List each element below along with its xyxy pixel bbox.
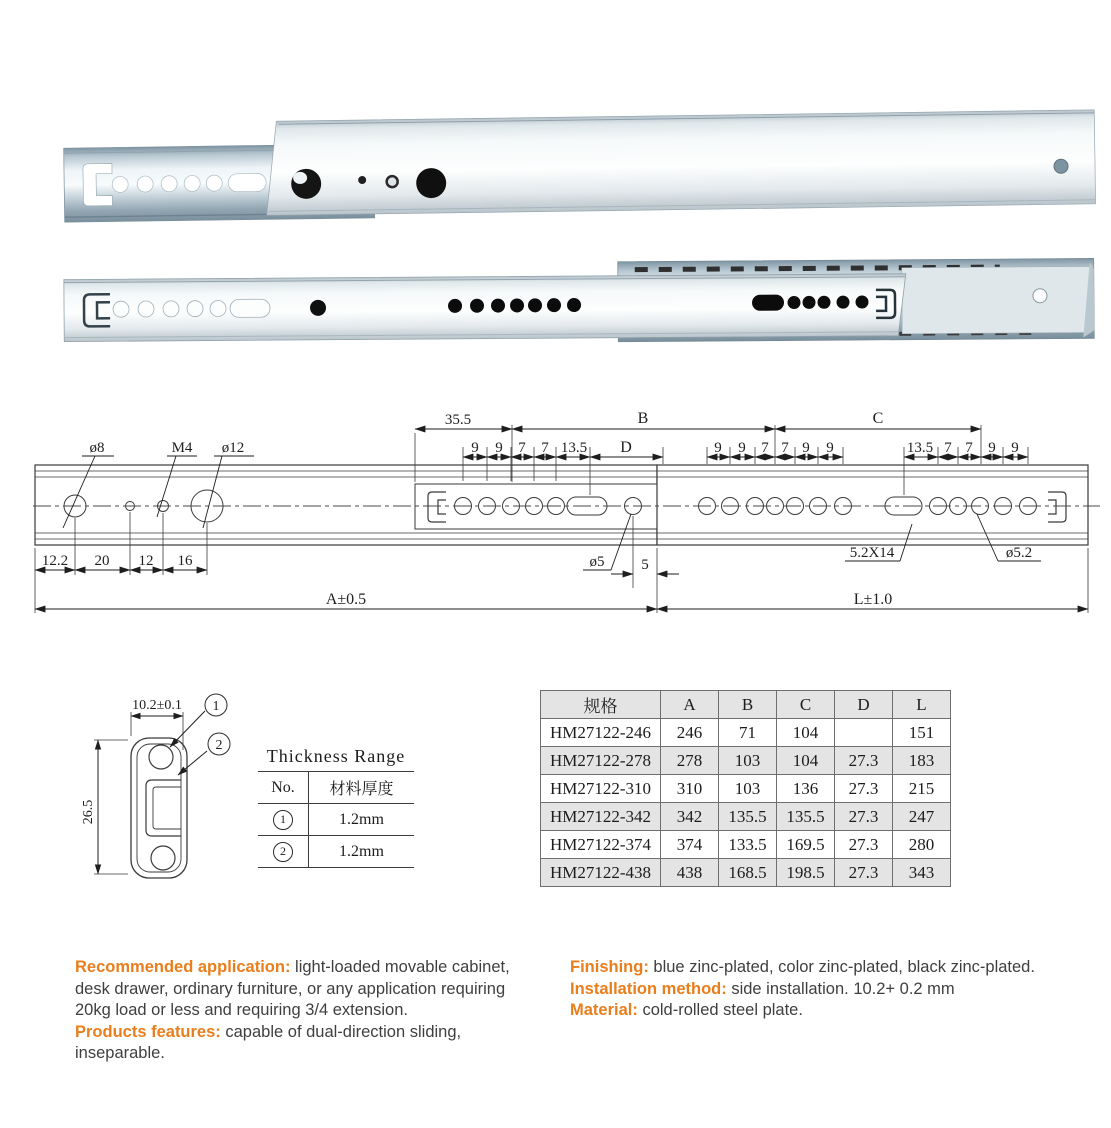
pitch-label: 13.5 <box>906 440 934 456</box>
dim-35-5: 35.5 <box>444 412 472 428</box>
pitch-label: 9 <box>988 440 996 456</box>
spec-cell: HM27122-342 <box>541 803 661 831</box>
spec-cell: 198.5 <box>777 859 835 887</box>
spec-cell: 438 <box>661 859 719 887</box>
note-material <box>570 1000 1080 1022</box>
spec-cell: 27.3 <box>835 747 893 775</box>
pitch-label: 9 <box>471 440 479 456</box>
thickness-row <box>258 804 414 836</box>
spec-header: L <box>893 691 951 719</box>
base-dim: 16 <box>177 553 193 569</box>
section-height-dim: 26.5 <box>81 799 96 825</box>
note-text: light-loaded movable cabinet, desk drawer, ordinary furniture, or any application requiring 20kg load or less and requiring 3/4 extension. <box>75 958 510 1019</box>
notes-right <box>570 957 1080 1022</box>
dim-B: B <box>637 410 649 427</box>
note-label: Installation method: <box>570 979 727 998</box>
note-label: Material: <box>570 1001 638 1019</box>
dim-D: D <box>620 439 632 456</box>
spec-row <box>541 775 951 803</box>
note-products-features <box>75 1022 525 1065</box>
spec-cell: 278 <box>661 747 719 775</box>
spec-cell: 104 <box>777 747 835 775</box>
pitch-label: 13.5 <box>560 440 588 456</box>
pitch-label: 9 <box>738 440 746 456</box>
note-label: Recommended application: <box>75 958 291 976</box>
spec-cell: 133.5 <box>719 831 777 859</box>
pitch-label: 7 <box>944 440 952 456</box>
spec-cell: HM27122-374 <box>541 831 661 859</box>
spec-header: C <box>777 691 835 719</box>
spec-cell: HM27122-310 <box>541 775 661 803</box>
section-width-dim: 10.2±0.1 <box>132 698 182 713</box>
spec-cell: HM27122-246 <box>541 719 661 747</box>
spec-row <box>541 747 951 775</box>
note-finishing <box>570 957 1080 979</box>
spec-cell: 343 <box>893 859 951 887</box>
spec-cell: 183 <box>893 747 951 775</box>
pitch-label: 9 <box>714 440 722 456</box>
spec-cell: 169.5 <box>777 831 835 859</box>
section-callout-2: 2 <box>215 738 223 753</box>
spec-cell: 27.3 <box>835 775 893 803</box>
spec-cell: 104 <box>777 719 835 747</box>
spec-cell: 135.5 <box>719 803 777 831</box>
note-recommended-application <box>75 957 525 1022</box>
pitch-label: 7 <box>965 440 973 456</box>
spec-cell: 215 <box>893 775 951 803</box>
section-callout-1: 1 <box>212 699 220 714</box>
spec-cell: HM27122-438 <box>541 859 661 887</box>
slot-label: 5.2X14 <box>849 545 895 561</box>
hole-label-m4: M4 <box>171 440 193 456</box>
pitch-label: 9 <box>495 440 503 456</box>
spec-cell: 27.3 <box>835 859 893 887</box>
spec-cell: 168.5 <box>719 859 777 887</box>
overall-dim-a: A±0.5 <box>325 591 367 608</box>
pitch-label: 9 <box>1011 440 1019 456</box>
base-dim: 12.2 <box>41 553 69 569</box>
thickness-value: 1.2mm <box>309 836 415 868</box>
notes-left <box>75 957 525 1065</box>
spec-header: D <box>835 691 893 719</box>
circled-number: 2 <box>273 842 293 862</box>
thickness-table-title: Thickness Range <box>266 746 406 766</box>
pitch-label: 9 <box>802 440 810 456</box>
spec-header-row <box>541 691 951 719</box>
spec-header: 规格 <box>541 691 661 719</box>
spec-cell: 71 <box>719 719 777 747</box>
thickness-col-value: 材料厚度 <box>309 772 415 804</box>
product-photo-closed <box>0 248 1111 358</box>
spec-row <box>541 803 951 831</box>
hole-label-d52: ø5.2 <box>1005 545 1033 561</box>
spec-cell: 103 <box>719 747 777 775</box>
cross-section-drawing <box>68 686 268 896</box>
base-dim: 12 <box>138 553 154 569</box>
note-installation-method <box>570 979 1080 1001</box>
spec-cell: 246 <box>661 719 719 747</box>
note-label: Products features: <box>75 1022 221 1041</box>
spec-cell: HM27122-278 <box>541 747 661 775</box>
spec-row <box>541 831 951 859</box>
overall-dim-l: L±1.0 <box>853 591 893 608</box>
spec-cell: 374 <box>661 831 719 859</box>
pitch-label: 9 <box>826 440 834 456</box>
hole-label-d12: ø12 <box>221 440 245 456</box>
dimension-drawing <box>28 408 1105 620</box>
spec-cell: 342 <box>661 803 719 831</box>
thickness-col-no: No. <box>258 772 309 804</box>
note-text: cold-rolled steel plate. <box>637 1001 803 1019</box>
pitch-label: 7 <box>518 440 526 456</box>
product-photo-extended <box>0 100 1111 240</box>
spec-row <box>541 859 951 887</box>
note-text: side installation. 10.2+ 0.2 mm <box>726 979 955 998</box>
spec-cell <box>835 719 893 747</box>
base-dim: 20 <box>94 553 110 569</box>
spec-cell: 247 <box>893 803 951 831</box>
spec-cell: 280 <box>893 831 951 859</box>
circled-number: 1 <box>273 810 293 830</box>
spec-cell: 27.3 <box>835 831 893 859</box>
spec-cell: 27.3 <box>835 803 893 831</box>
pitch-label: 7 <box>761 440 769 456</box>
spec-header: B <box>719 691 777 719</box>
thickness-value: 1.2mm <box>309 804 415 836</box>
note-label: Finishing: <box>570 958 649 976</box>
spec-cell: 135.5 <box>777 803 835 831</box>
dim-5: 5 <box>641 557 649 573</box>
spec-header: A <box>661 691 719 719</box>
spec-cell: 151 <box>893 719 951 747</box>
pitch-label: 7 <box>541 440 549 456</box>
hole-label-d8: ø8 <box>89 440 105 456</box>
spec-cell: 136 <box>777 775 835 803</box>
thickness-table <box>258 746 414 868</box>
note-text: capable of dual-direction sliding, inseparable. <box>75 1022 462 1062</box>
pitch-label: 7 <box>781 440 789 456</box>
dim-C: C <box>872 410 884 427</box>
spec-row <box>541 719 951 747</box>
hole-label-d5: ø5 <box>589 554 605 570</box>
spec-cell: 310 <box>661 775 719 803</box>
spec-table <box>540 690 951 887</box>
note-text: blue zinc-plated, color zinc-plated, black zinc-plated. <box>648 958 1035 976</box>
spec-cell: 103 <box>719 775 777 803</box>
thickness-row <box>258 836 414 868</box>
